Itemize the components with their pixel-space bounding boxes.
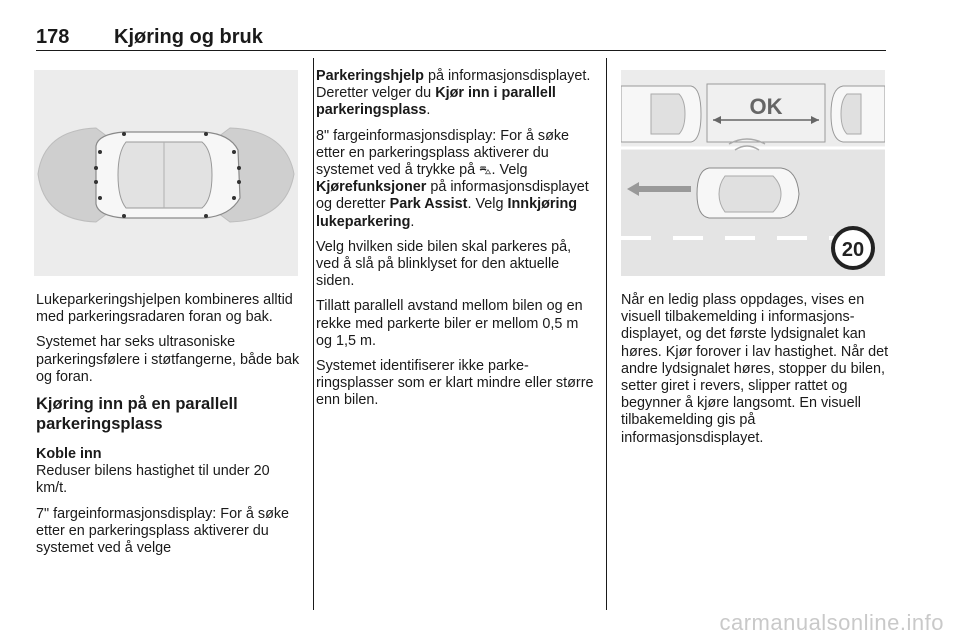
ok-label: OK xyxy=(749,94,783,119)
paragraph: 7" fargeinformasjonsdisplay: For å søke etter en parkeringsplass aktiverer du systemet ved å velge xyxy=(36,505,290,557)
paragraph: 8" fargeinformasjonsdisplay: For å søke etter en parkeringsplass aktiverer du systemet ved å trykke på ⛍. Velg Kjørefunksjoner på informasjonsdisplayet og deretter Park Assist. Velg Innkjøring lukeparkering. xyxy=(316,127,589,230)
figure-caption-2: Systemet har seks ultrasoniske parkeringsfølere i støtfangerne, både bak og foran. xyxy=(36,334,300,385)
paragraph: Når en ledig plass oppdages, vises en visuell tilbakemelding i informasjonsdisplayet, og det første lydsignalet kan høres. Kjør forover i lav hastighet. Når det andre lydsignalet høres, stopper du bilen, setter giret i revers, slipper rattet og begynner å kjøre langsomt. En visuell tilbakemelding gis på informasjonsdisplayet. xyxy=(621,292,889,446)
figure-caption-1: Lukeparkeringshjelpen kombineres alltid med parkeringsradaren foran og bak. xyxy=(36,292,293,326)
column-divider-2 xyxy=(606,58,607,610)
parking-space-illustration xyxy=(621,70,885,276)
watermark: carmanualsonline.info xyxy=(719,610,944,635)
sensor-zones-figure xyxy=(34,70,298,276)
page-header xyxy=(36,26,886,52)
speed-limit-label: 20 xyxy=(841,239,865,261)
section-heading: Kjøring inn på en parallell parkeringsplass xyxy=(36,395,238,434)
page-number: 178 xyxy=(36,26,70,48)
parallel-parking-figure xyxy=(621,70,885,276)
park-assist-icon: ⛍ xyxy=(479,163,492,178)
column-1 xyxy=(36,292,304,565)
page-title: Kjøring og bruk xyxy=(114,26,263,48)
column-2 xyxy=(316,68,598,418)
column-3 xyxy=(621,292,889,455)
paragraph: Parkeringshjelp på informasjonsdisplayet. Deretter velger du Kjør inn i parallell parkeringsplass. xyxy=(316,68,591,119)
subheading: Koble inn xyxy=(36,446,102,463)
header-divider xyxy=(36,50,886,51)
paragraph: Systemet identifiserer ikke parkeringsplasser som er klart mindre eller større enn bilen. xyxy=(316,358,594,409)
paragraph: Tillatt parallell avstand mellom bilen og en rekke med parkerte biler er mellom 0,5 m og 1,5 m. xyxy=(316,298,583,349)
paragraph: Reduser bilens hastighet til under 20 km/t. xyxy=(36,463,270,497)
paragraph: Velg hvilken side bilen skal parkeres på, ved å slå på blinklyset for den aktuelle siden. xyxy=(316,238,572,290)
car-sensors-illustration xyxy=(34,70,298,276)
column-divider-1 xyxy=(313,58,314,610)
